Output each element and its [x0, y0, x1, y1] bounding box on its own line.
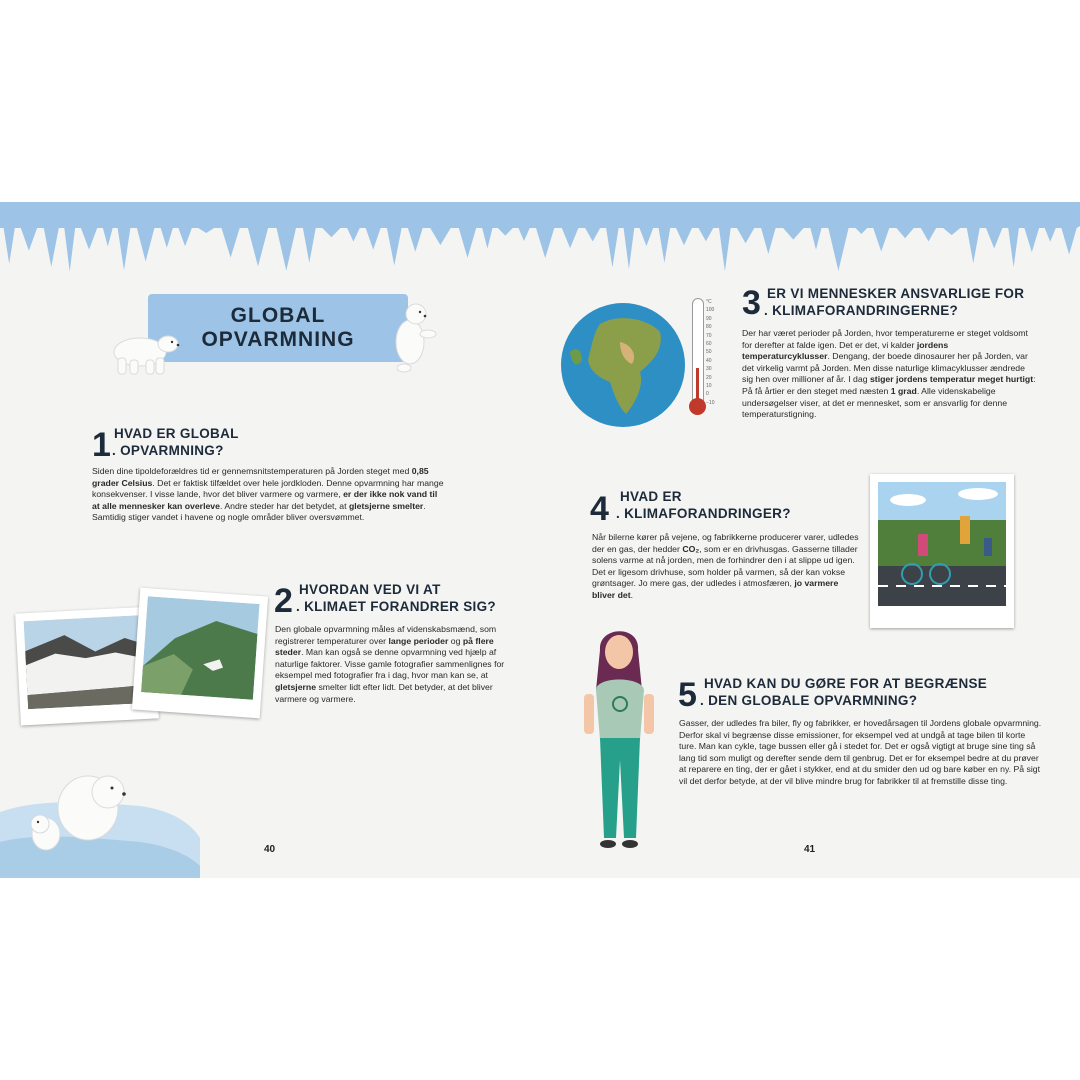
section-4-heading-line1: HVAD ER	[620, 489, 682, 504]
polar-bear-standing-icon	[386, 298, 438, 374]
thermometer-scale	[706, 298, 714, 407]
section-4-heading-line2: . KLIMAFORANDRINGER?	[616, 506, 791, 521]
thermometer-unit: °C	[706, 299, 712, 305]
section-2-body: Den globale opvarmning måles af videnskabsmænd, som registrerer temperaturer over lange perioder og på flere steder. Man kan også se denne opvarmning ved hjælp af naturlige faktorer. Visse gamle fotografier sammenlignes for eksempel med fotografier fra i dag, hvor man kan se, at gletsjerne smelter lidt efter lidt. Det betyder, at det bliver varmere og varmere.	[275, 624, 505, 704]
section-5-heading-line2: . DEN GLOBALE OPVARMNING?	[700, 693, 918, 708]
polar-bear-icon	[104, 322, 180, 378]
section-1-heading-line1: HVAD ER GLOBAL	[114, 426, 239, 441]
polar-bears-on-ice-icon	[0, 742, 200, 878]
page-number-right: 41	[804, 844, 816, 855]
section-3-body: Der har været perioder på Jorden, hvor temperaturerne er steget voldsomt for derefter at falde igen. Det er det, vi kalder jordens temperaturcyklusser. Dengang, der boede dinosaurer her på Jorden, var det virkelig varmt på Jorden. Men disse naturlige klimacyklusser ændrede sig hen over millioner af år. I dag stiger jordens temperatur meget hurtigt: På få årtier er den steget med næsten 1 grad. Alle videnskabelige undersøgelser viser, at det er mennesket, som er ansvarlig for denne temperaturstigning.	[742, 328, 1036, 420]
book-spread	[0, 202, 1080, 878]
section-1-number: 1	[92, 426, 111, 464]
thermometer-tick: 30	[706, 366, 712, 373]
thermometer-tick: 80	[706, 324, 712, 331]
page-title	[148, 304, 408, 352]
thermometer-tick: −10	[706, 399, 715, 406]
globe-icon	[560, 302, 686, 428]
thermometer-tick: 60	[706, 341, 712, 348]
section-1-body: Siden dine tipoldeforældres tid er gennemsnitstemperaturen på Jorden steget med 0,85 grader Celsius. Det er faktisk tilfældet over hele jordkloden. Denne opvarmning har mange konsekvenser. I visse lande, hvor det bliver varmere og varmere, er der ikke nok vand til at alle mennesker kan overleve. Andre steder har det betydet, at gletsjerne smelter. Samtidig stiger vandet i havene og nogle områder bliver oversvømmet.	[92, 466, 444, 523]
thermometer-tick: 90	[706, 315, 712, 322]
page-number-left: 40	[264, 844, 276, 855]
thermometer-tick: 40	[706, 357, 712, 364]
section-2-heading-line2: . KLIMAET FORANDRER SIG?	[296, 599, 496, 614]
thermometer-tick: 100	[706, 307, 715, 314]
section-2-number: 2	[274, 582, 293, 620]
glacier-photo-new	[132, 588, 268, 719]
thermometer-tick: 10	[706, 383, 712, 390]
section-5-body: Gasser, der udledes fra biler, fly og fabrikker, er hovedårsagen til Jordens globale opvarmning. Derfor skal vi begrænse disse emissioner, for eksempel ved at undgå at tage bilen til korte ture. Man kan cykle, tage bussen eller gå i stedet for. Det er også vigtigt at bruge sine ting så lang tid som muligt og derefter sende dem til genbrug. Det er for eksempel bedre at du prøver at reparere en ting, der er gået i stykker, end at du smider den ud og bare køber en ny. På sigt vil det derfor betyde, at der vil blive mindre brug for fabrikker til at fremstille disse ting.	[679, 718, 1042, 786]
section-3-number: 3	[742, 284, 761, 322]
page-title-box	[148, 294, 408, 362]
section-4-number: 4	[590, 490, 609, 528]
thermometer-tick: 0	[706, 391, 709, 398]
thermometer-tick: 20	[706, 374, 712, 381]
cyclists-photo	[870, 474, 1014, 628]
section-1-heading-line2: . OPVARMNING?	[112, 443, 224, 458]
section-2-heading-line1: HVORDAN VED VI AT	[299, 582, 441, 597]
icicle-border	[0, 202, 1080, 282]
section-3-heading-line2: . KLIMAFORANDRINGERNE?	[764, 303, 959, 318]
thermometer-tick: 70	[706, 332, 712, 339]
thermometer-icon	[688, 298, 728, 418]
title-line-2: OPVARMNING	[201, 328, 355, 351]
thermometer-tick: 50	[706, 349, 712, 356]
title-line-1: GLOBAL	[230, 304, 326, 327]
woman-recycling-shirt-icon	[578, 620, 662, 852]
section-3-heading-line1: ER VI MENNESKER ANSVARLIGE FOR	[767, 286, 1025, 301]
section-4-body: Når bilerne kører på vejene, og fabrikkerne producerer varer, udledes der en gas, der hedder CO₂, som er en drivhusgas. Gasserne tillader solens varme at nå jorden, men de forhindrer den i at slippe ud igen. Det er ligesom drivhuse, som holder på varmen, så der kan vokse grøntsager. Jo mere gas, der udledes i atmosfæren, jo varmere bliver det.	[592, 532, 859, 600]
section-5-heading-line1: HVAD KAN DU GØRE FOR AT BEGRÆNSE	[704, 676, 988, 691]
section-5-number: 5	[678, 676, 697, 714]
